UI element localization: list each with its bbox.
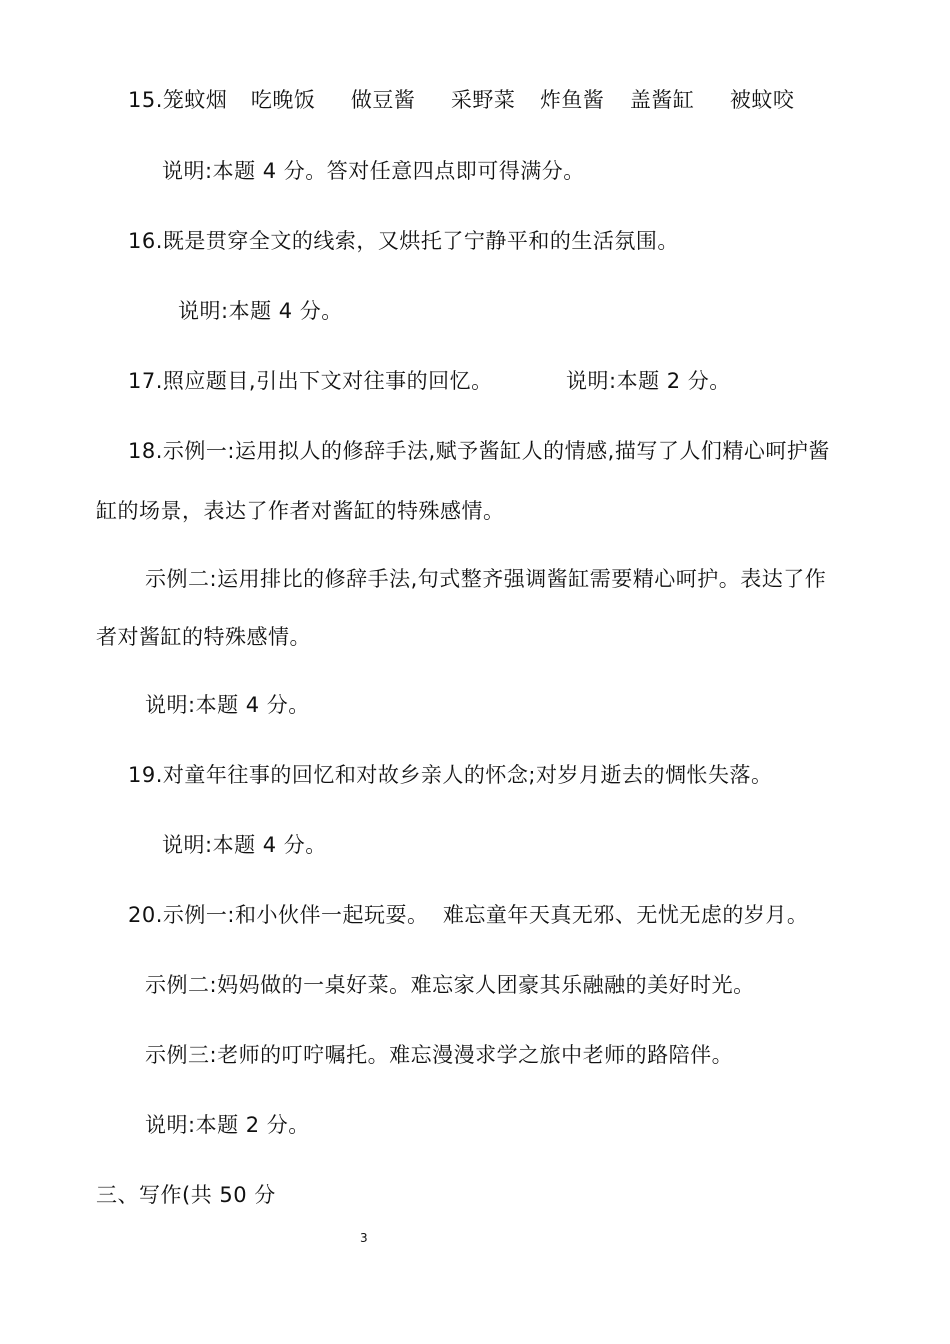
- q15-answer-line: [128, 86, 794, 114]
- q18-example2-line1: 示例二:运用排比的修辞手法,句式整齐强调酱缸需要精心呵护。表达了作: [145, 567, 827, 591]
- q16-answer: 16.既是贯穿全文的线索，又烘托了宁静平和的生活氛围。: [128, 229, 679, 253]
- q15-number: 15.: [128, 88, 163, 112]
- q15-item: 炸鱼酱: [539, 88, 605, 112]
- q20-note: 说明:本题 2 分。: [145, 1113, 310, 1137]
- q18-example2-line2: 者对酱缸的特殊感情。: [96, 625, 311, 649]
- q16-note: 说明:本题 4 分。: [178, 299, 343, 323]
- q18-note: 说明:本题 4 分。: [145, 693, 310, 717]
- q19-answer: 19.对童年往事的回忆和对故乡亲人的怀念;对岁月逝去的惆怅失落。: [128, 763, 773, 787]
- q15-item: 盖酱缸: [629, 88, 695, 112]
- q15-item: 笼蚊烟: [162, 88, 228, 112]
- q18-example1-line1: 18.示例一:运用拟人的修辞手法,赋予酱缸人的情感,描写了人们精心呵护酱: [128, 439, 830, 463]
- q15-item: 采野菜: [450, 88, 516, 112]
- q15-item: 吃晚饭: [250, 88, 316, 112]
- q18-example1-line2: 缸的场景，表达了作者对酱缸的特殊感情。: [96, 499, 505, 523]
- q17-note: 说明:本题 2 分。: [566, 369, 731, 393]
- q15-note: 说明:本题 4 分。答对任意四点即可得满分。: [162, 159, 585, 183]
- q15-item: 被蚊咬: [729, 88, 795, 112]
- section-heading-writing: 三、写作(共 50 分: [96, 1183, 276, 1207]
- q20-example2: 示例二:妈妈做的一桌好菜。难忘家人团豪其乐融融的美好时光。: [145, 973, 755, 997]
- page-number: 3: [360, 1231, 368, 1245]
- q17-answer: 17.照应题目,引出下文对往事的回忆。: [128, 369, 493, 393]
- q19-note: 说明:本题 4 分。: [162, 833, 327, 857]
- q15-item: 做豆酱: [350, 88, 416, 112]
- q20-example3: 示例三:老师的叮咛嘱托。难忘漫漫求学之旅中老师的路陪伴。: [145, 1043, 734, 1067]
- q20-example1: 20.示例一:和小伙伴一起玩耍。 难忘童年天真无邪、无忧无虑的岁月。: [128, 903, 809, 927]
